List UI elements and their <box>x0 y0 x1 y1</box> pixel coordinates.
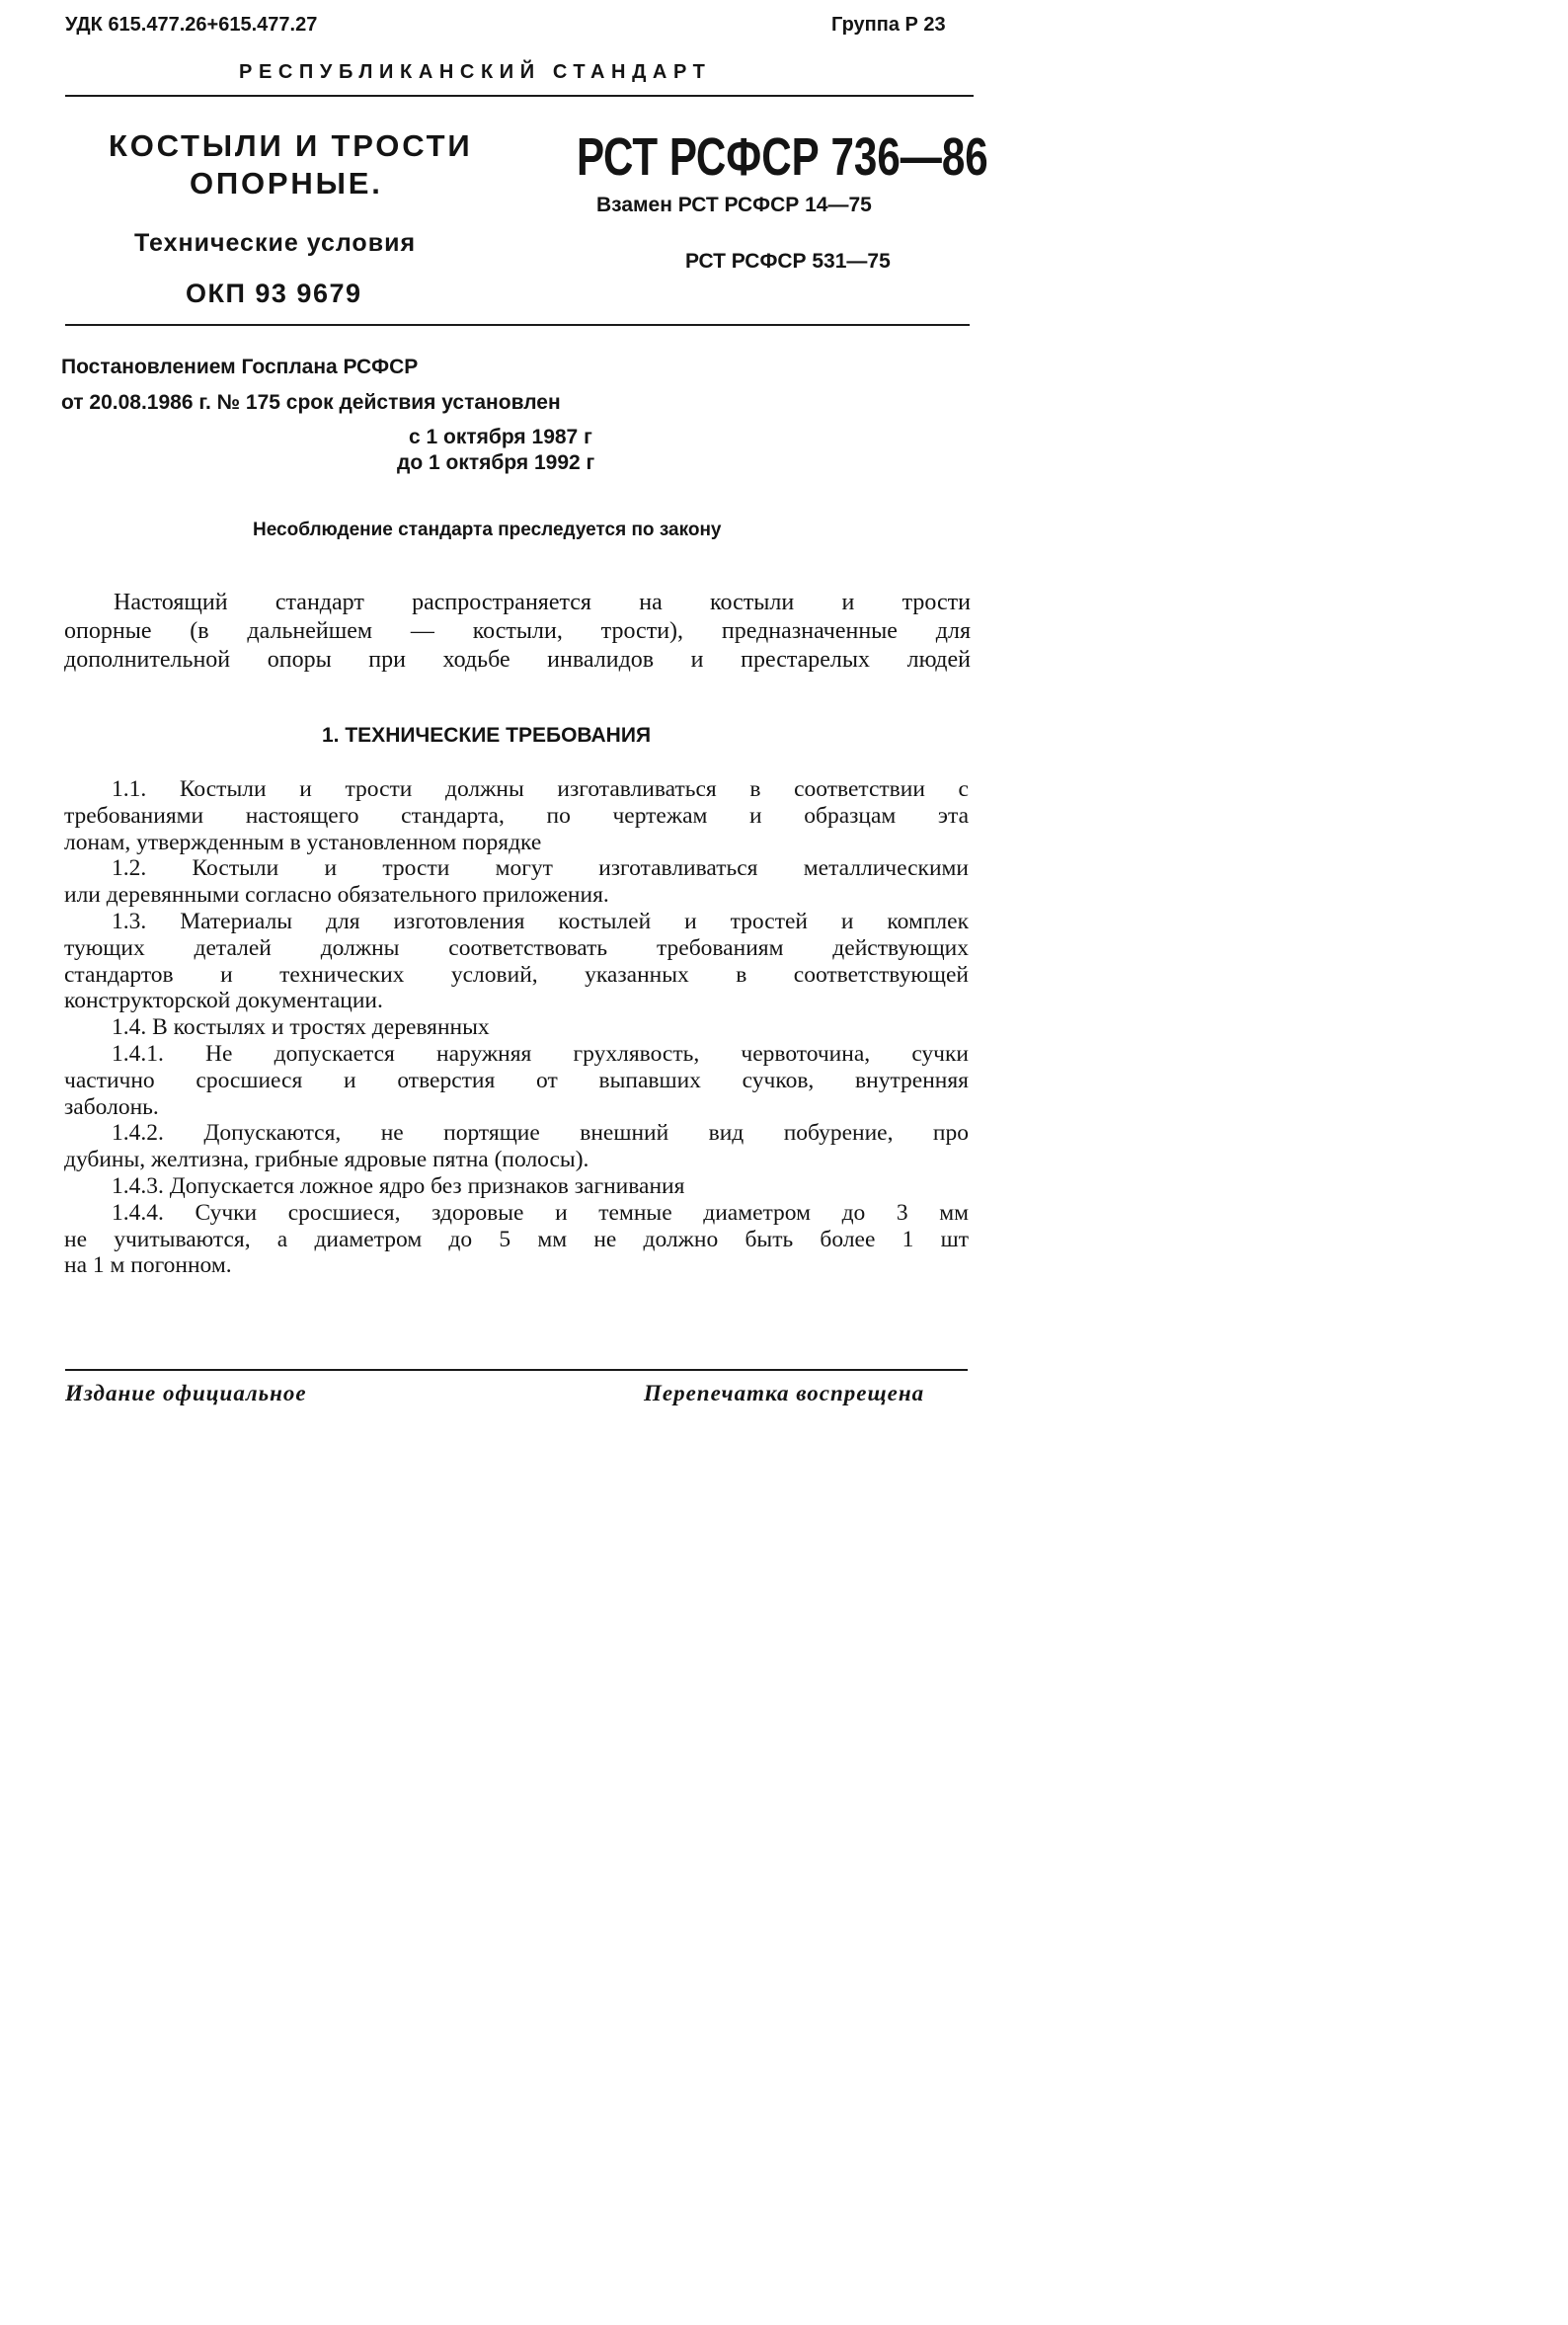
clause-line: 1.1. Костыли и трости должны изготавливаться в соответствии с <box>112 776 969 802</box>
approval-line1: Постановлением Госплана РСФСР <box>61 356 419 378</box>
intro-line: опорные (в дальнейшем — костыли, трости), предназначенные для <box>64 618 971 644</box>
group-code: Группа Р 23 <box>831 14 946 36</box>
replaces-line1: Взамен РСТ РСФСР 14—75 <box>596 194 872 216</box>
standard-banner: РЕСПУБЛИКАНСКИЙ СТАНДАРТ <box>239 61 712 83</box>
clauses-block <box>64 776 969 1279</box>
clause-line: заболонь. <box>64 1093 159 1120</box>
clause-line: лонам, утвержденным в установленном порядке <box>64 829 542 855</box>
okp-code: ОКП 93 9679 <box>186 279 362 308</box>
clause-line: тующих деталей должны соответствовать требованиям действующих <box>64 934 969 961</box>
clause-line: 1.4.4. Сучки сросшиеся, здоровые и темные диаметром до 3 мм <box>112 1199 969 1226</box>
intro-line: Настоящий стандарт распространяется на костыли и трости <box>114 590 971 615</box>
standard-designation: РСТ РСФСР 736—86 <box>577 127 988 187</box>
legal-warning: Несоблюдение стандарта преследуется по закону <box>253 520 722 540</box>
clause-line: требованиями настоящего стандарта, по чертежам и образцам эта <box>64 802 969 829</box>
clause-line: конструкторской документации. <box>64 988 383 1014</box>
clause-line: не учитываются, а диаметром до 5 мм не должно быть более 1 шт <box>64 1226 969 1252</box>
clause-line: или деревянными согласно обязательного приложения. <box>64 882 609 909</box>
title-block-rule <box>65 324 970 326</box>
clause-line: 1.4.2. Допускаются, не портящие внешний вид побурение, про <box>112 1120 969 1147</box>
udk-code: УДК 615.477.26+615.477.27 <box>65 14 318 36</box>
doc-subtitle: Технические условия <box>134 229 417 257</box>
replaces-line2: РСТ РСФСР 531—75 <box>685 250 891 273</box>
approval-start-date: с 1 октября 1987 г <box>409 426 592 448</box>
clause-line: частично сросшиеся и отверстия от выпавших сучков, внутренняя <box>64 1067 969 1093</box>
approval-line2: от 20.08.1986 г. № 175 срок действия установлен <box>61 391 561 414</box>
clause-line: 1.3. Материалы для изготовления костылей и тростей и комплек <box>112 908 969 934</box>
clause-line: стандартов и технических условий, указанных в соответствующей <box>64 961 969 988</box>
clause-line: на 1 м погонном. <box>64 1252 232 1279</box>
approval-end-date: до 1 октября 1992 г <box>397 451 595 474</box>
clause-line: 1.4.1. Не допускается наружняя грухлявость, червоточина, сучки <box>112 1040 969 1067</box>
doc-title-line1: КОСТЫЛИ И ТРОСТИ <box>109 128 473 163</box>
clause-line: 1.2. Костыли и трости могут изготавливаться металлическими <box>112 855 969 882</box>
clause-line: 1.4. В костылях и тростях деревянных <box>112 1014 490 1041</box>
footer-official-edition: Издание официальное <box>65 1381 307 1405</box>
intro-paragraph <box>64 589 971 675</box>
header-rule <box>65 95 974 97</box>
doc-title-line2: ОПОРНЫЕ. <box>190 166 383 200</box>
clause-line: 1.4.3. Допускается ложное ядро без признаков загнивания <box>112 1172 685 1199</box>
section-heading: 1. ТЕХНИЧЕСКИЕ ТРЕБОВАНИЯ <box>322 724 652 747</box>
clause-line: дубины, желтизна, грибные ядровые пятна (полосы). <box>64 1147 589 1173</box>
intro-line: дополнительной опоры при ходьбе инвалидов и престарелых людей <box>64 647 971 673</box>
footer-rule <box>65 1369 968 1371</box>
footer-reprint-prohibited: Перепечатка воспрещена <box>644 1381 925 1405</box>
